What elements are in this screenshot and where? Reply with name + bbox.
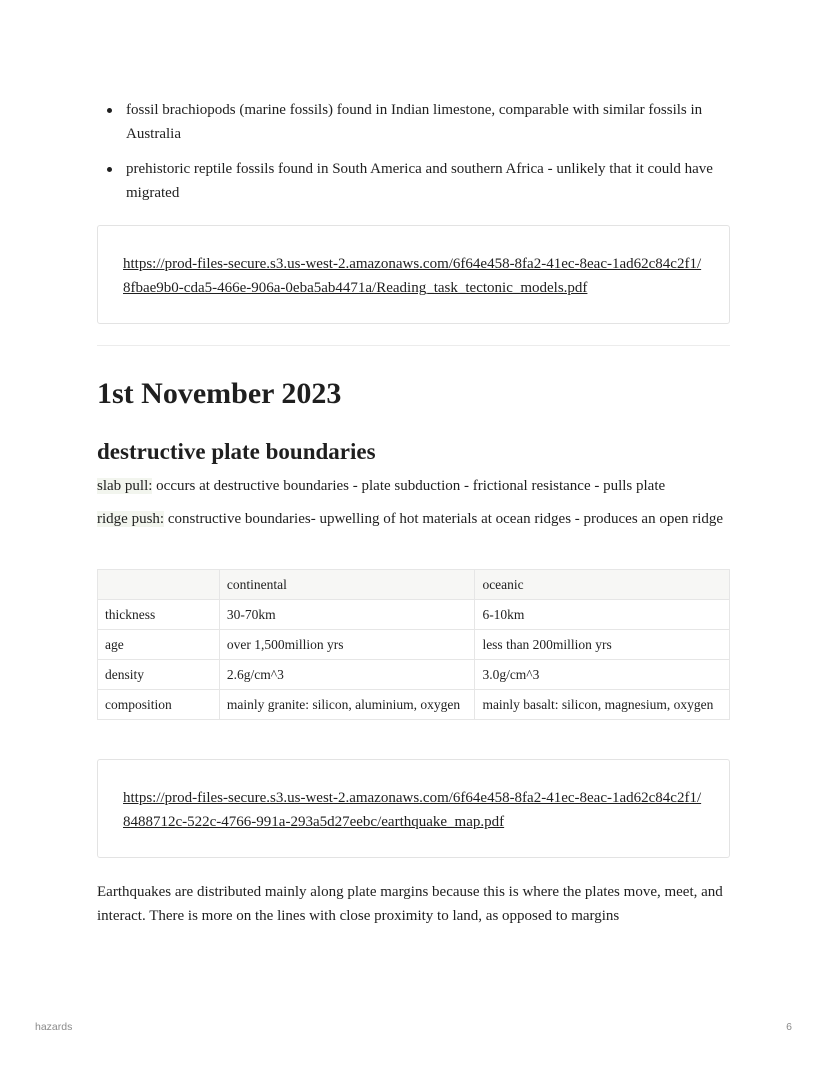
table-row-label: thickness [98, 600, 220, 630]
table-row [98, 600, 730, 630]
table-cell: mainly granite: silicon, aluminium, oxygen [219, 690, 475, 720]
file-link-earthquake-map[interactable]: https://prod-files-secure.s3.us-west-2.amazonaws.com/6f64e458-8fa2-41ec-8eac-1ad62c84c2f1/8488712c-522c-4766-991a-293a5d27eebc/earthquake_map.pdf [123, 790, 702, 830]
table-header-cell [98, 570, 220, 600]
fossil-evidence-list [97, 98, 730, 216]
list-item [97, 157, 730, 205]
list-item-text: prehistoric reptile fossils found in South America and southern Africa - unlikely that it could have migrated [126, 161, 713, 201]
table-row [98, 660, 730, 690]
footer-page-number: 6 [786, 1021, 792, 1033]
table-cell: less than 200million yrs [475, 630, 730, 660]
slab-pull-text: occurs at destructive boundaries - plate subduction - frictional resistance - pulls plate [152, 478, 666, 494]
table-cell: 6-10km [475, 600, 730, 630]
table-cell: over 1,500million yrs [219, 630, 475, 660]
table-row-label: density [98, 660, 220, 690]
list-item-text: fossil brachiopods (marine fossils) found in Indian limestone, comparable with similar fossils in Australia [126, 102, 703, 142]
file-link-reading-task[interactable]: https://prod-files-secure.s3.us-west-2.amazonaws.com/6f64e458-8fa2-41ec-8eac-1ad62c84c2f1/8fbae9b0-cda5-466e-906a-0eba5ab4471a/Reading_task_tectonic_models.pdf [123, 256, 702, 296]
table-cell: 2.6g/cm^3 [219, 660, 475, 690]
table-header-row [98, 570, 730, 600]
table-row-label: composition [98, 690, 220, 720]
ridge-push-term: ridge push: [97, 511, 165, 527]
table-row-label: age [98, 630, 220, 660]
earthquake-paragraph: Earthquakes are distributed mainly along plate margins because this is where the plates move, meet, and interact. There is more on the lines with close proximity to land, as opposed to margins [97, 884, 723, 924]
slab-pull-paragraph [97, 474, 730, 498]
crust-comparison-table [97, 569, 730, 720]
table-header-cell: continental [219, 570, 475, 600]
file-embed-earthquake-map[interactable] [97, 759, 730, 858]
table-cell: mainly basalt: silicon, magnesium, oxygen [475, 690, 730, 720]
bullet-icon [107, 108, 112, 113]
section-heading: destructive plate boundaries [97, 439, 376, 464]
date-heading: 1st November 2023 [97, 377, 342, 410]
table-cell: 30-70km [219, 600, 475, 630]
slab-pull-term: slab pull: [97, 478, 153, 494]
table-cell: 3.0g/cm^3 [475, 660, 730, 690]
table-row [98, 630, 730, 660]
footer-document-title: hazards [35, 1021, 73, 1033]
list-item [97, 98, 730, 146]
ridge-push-text: constructive boundaries- upwelling of hot materials at ocean ridges - produces an open ridge [164, 511, 724, 527]
file-embed-reading-task[interactable] [97, 225, 730, 324]
table-header-cell: oceanic [475, 570, 730, 600]
ridge-push-paragraph [97, 507, 730, 531]
bullet-icon [107, 167, 112, 172]
divider [97, 345, 730, 346]
table-row [98, 690, 730, 720]
